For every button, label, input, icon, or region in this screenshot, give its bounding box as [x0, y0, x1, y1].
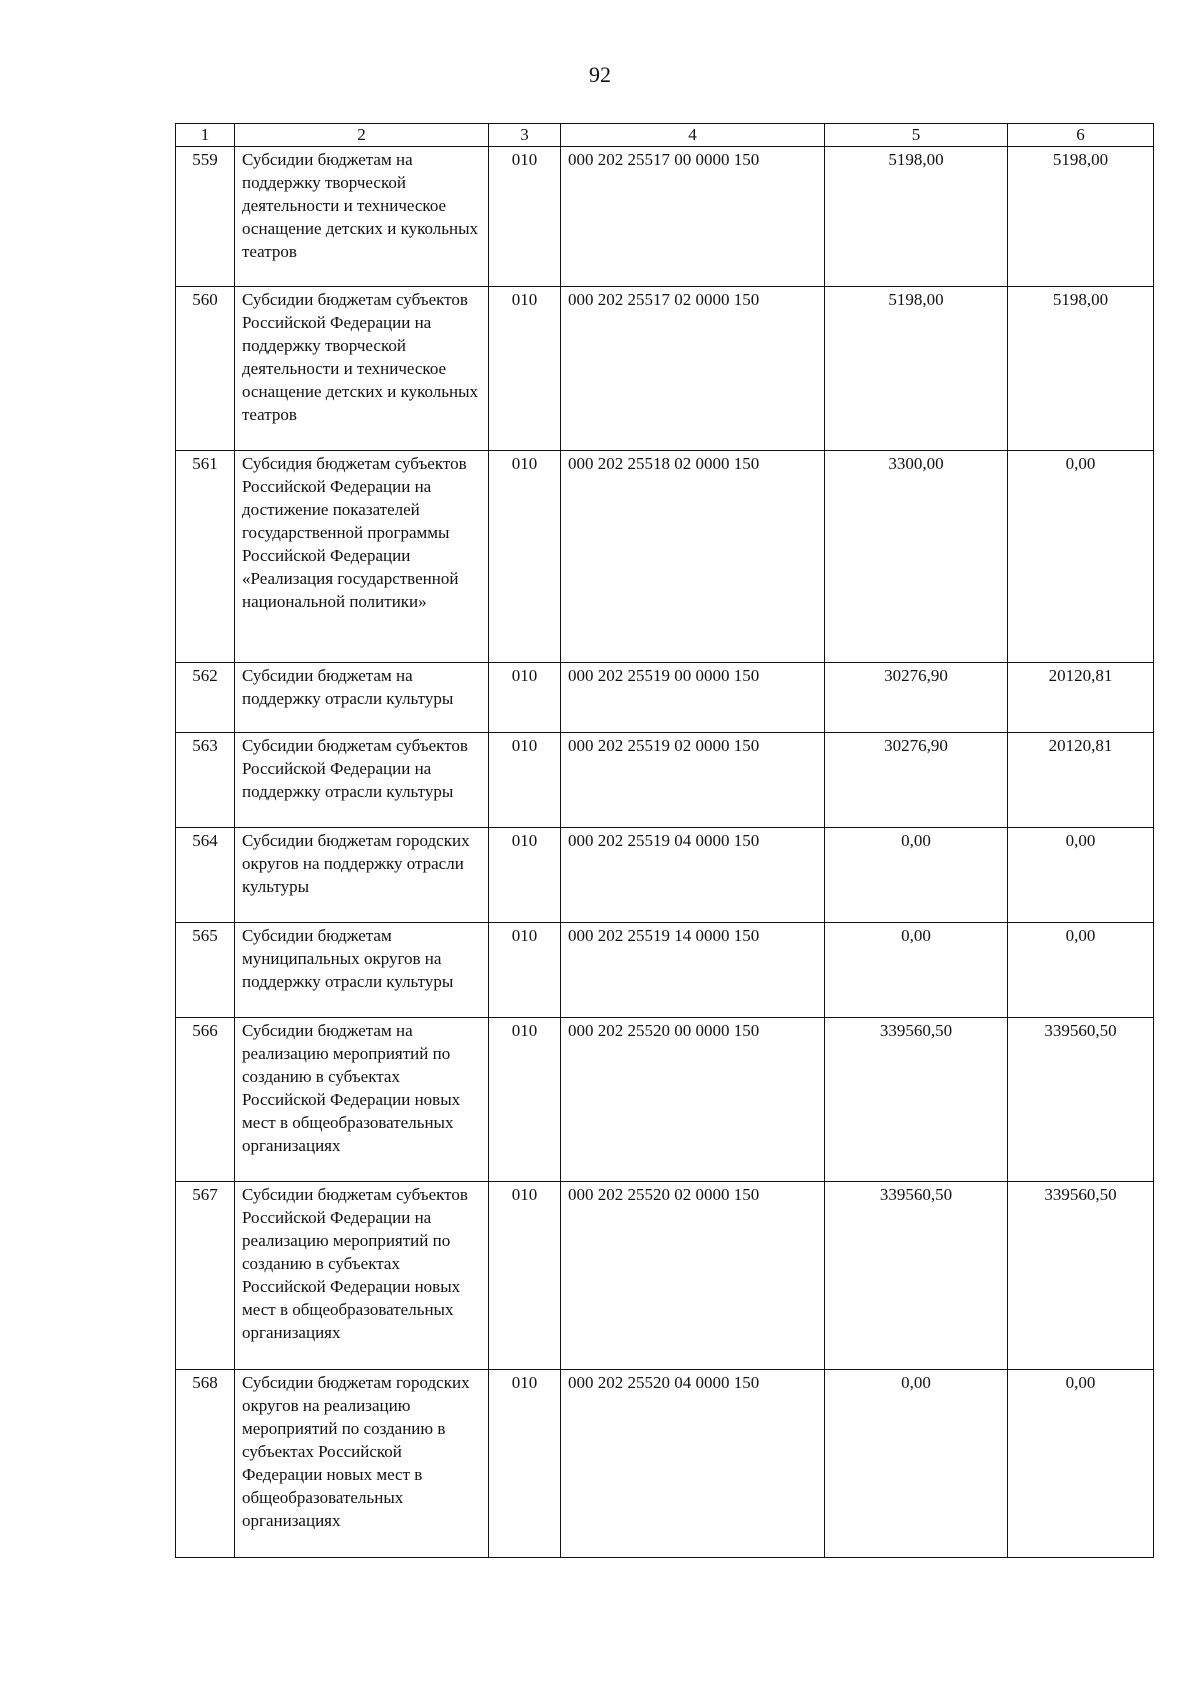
column-header-5: 5: [825, 124, 1008, 147]
row-admin-code: 010: [489, 733, 561, 828]
column-header-6: 6: [1008, 124, 1154, 147]
row-value-5: 30276,90: [825, 663, 1008, 733]
budget-table: [175, 123, 1154, 1558]
row-value-5: 339560,50: [825, 1018, 1008, 1182]
table-row: [176, 1182, 1154, 1370]
row-value-6: 0,00: [1008, 828, 1154, 923]
row-number: 561: [176, 451, 235, 663]
row-budget-code: 000 202 25517 02 0000 150: [561, 287, 825, 451]
row-admin-code: 010: [489, 1182, 561, 1370]
row-budget-code: 000 202 25519 02 0000 150: [561, 733, 825, 828]
row-value-5: 339560,50: [825, 1182, 1008, 1370]
row-budget-code: 000 202 25517 00 0000 150: [561, 147, 825, 287]
row-value-5: 3300,00: [825, 451, 1008, 663]
row-admin-code: 010: [489, 828, 561, 923]
table-row: [176, 147, 1154, 287]
row-admin-code: 010: [489, 451, 561, 663]
row-name: Субсидии бюджетам городских округов на реализацию мероприятий по созданию в субъектах Российской Федерации новых мест в общеобразовательных организациях: [235, 1370, 489, 1558]
row-budget-code: 000 202 25519 14 0000 150: [561, 923, 825, 1018]
row-budget-code: 000 202 25519 00 0000 150: [561, 663, 825, 733]
row-name: Субсидия бюджетам субъектов Российской Федерации на достижение показателей государственной программы Российской Федерации «Реализация государственной национальной политики»: [235, 451, 489, 663]
row-budget-code: 000 202 25519 04 0000 150: [561, 828, 825, 923]
column-header-1: 1: [176, 124, 235, 147]
table-row: [176, 663, 1154, 733]
row-value-6: 20120,81: [1008, 733, 1154, 828]
row-budget-code: 000 202 25520 04 0000 150: [561, 1370, 825, 1558]
row-admin-code: 010: [489, 1018, 561, 1182]
row-value-5: 5198,00: [825, 287, 1008, 451]
header-row: [176, 124, 1154, 147]
row-admin-code: 010: [489, 923, 561, 1018]
table-row: [176, 923, 1154, 1018]
row-value-6: 339560,50: [1008, 1018, 1154, 1182]
row-number: 560: [176, 287, 235, 451]
table-header: [176, 124, 1154, 147]
row-value-6: 0,00: [1008, 1370, 1154, 1558]
row-number: 564: [176, 828, 235, 923]
row-name: Субсидии бюджетам на поддержку отрасли культуры: [235, 663, 489, 733]
row-number: 568: [176, 1370, 235, 1558]
table-body: [176, 147, 1154, 1558]
row-admin-code: 010: [489, 1370, 561, 1558]
row-budget-code: 000 202 25520 02 0000 150: [561, 1182, 825, 1370]
row-name: Субсидии бюджетам субъектов Российской Федерации на реализацию мероприятий по созданию в субъектах Российской Федерации новых мест в общеобразовательных организациях: [235, 1182, 489, 1370]
row-value-6: 20120,81: [1008, 663, 1154, 733]
column-header-4: 4: [561, 124, 825, 147]
row-number: 567: [176, 1182, 235, 1370]
row-name: Субсидии бюджетам на реализацию мероприятий по созданию в субъектах Российской Федерации новых мест в общеобразовательных организациях: [235, 1018, 489, 1182]
column-header-2: 2: [235, 124, 489, 147]
row-value-5: 0,00: [825, 828, 1008, 923]
row-value-6: 0,00: [1008, 451, 1154, 663]
table-row: [176, 828, 1154, 923]
table-row: [176, 733, 1154, 828]
row-value-6: 339560,50: [1008, 1182, 1154, 1370]
row-value-5: 0,00: [825, 923, 1008, 1018]
row-name: Субсидии бюджетам городских округов на поддержку отрасли культуры: [235, 828, 489, 923]
table-row: [176, 451, 1154, 663]
row-number: 565: [176, 923, 235, 1018]
row-value-5: 30276,90: [825, 733, 1008, 828]
row-admin-code: 010: [489, 663, 561, 733]
table-row: [176, 287, 1154, 451]
page-number: 92: [589, 62, 611, 87]
row-value-5: 0,00: [825, 1370, 1008, 1558]
row-name: Субсидии бюджетам субъектов Российской Федерации на поддержку творческой деятельности и техническое оснащение детских и кукольных театров: [235, 287, 489, 451]
column-header-3: 3: [489, 124, 561, 147]
row-value-6: 0,00: [1008, 923, 1154, 1018]
row-budget-code: 000 202 25518 02 0000 150: [561, 451, 825, 663]
row-budget-code: 000 202 25520 00 0000 150: [561, 1018, 825, 1182]
row-name: Субсидии бюджетам муниципальных округов на поддержку отрасли культуры: [235, 923, 489, 1018]
table-row: [176, 1370, 1154, 1558]
row-value-6: 5198,00: [1008, 147, 1154, 287]
row-name: Субсидии бюджетам субъектов Российской Федерации на поддержку отрасли культуры: [235, 733, 489, 828]
row-number: 562: [176, 663, 235, 733]
row-number: 559: [176, 147, 235, 287]
row-name: Субсидии бюджетам на поддержку творческой деятельности и техническое оснащение детских и кукольных театров: [235, 147, 489, 287]
row-value-6: 5198,00: [1008, 287, 1154, 451]
row-number: 566: [176, 1018, 235, 1182]
row-value-5: 5198,00: [825, 147, 1008, 287]
table-row: [176, 1018, 1154, 1182]
row-admin-code: 010: [489, 147, 561, 287]
row-admin-code: 010: [489, 287, 561, 451]
row-number: 563: [176, 733, 235, 828]
